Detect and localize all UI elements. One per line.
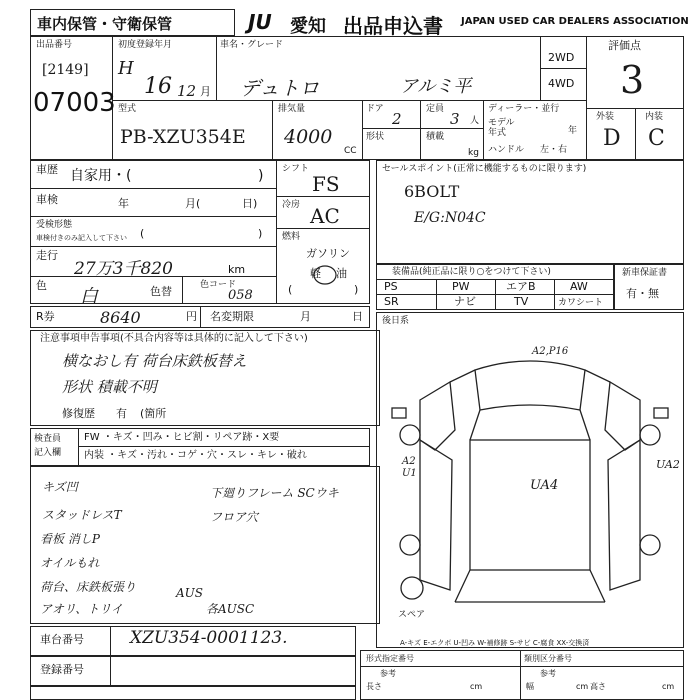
recycle-label: R券 (36, 310, 55, 323)
equip-ps: PS (384, 280, 398, 293)
height-label: 高さ (590, 682, 606, 691)
recycle-unit: 円 (186, 310, 197, 323)
displacement-value: 4000 (284, 126, 333, 148)
remark-left-2: スタッドレスT (42, 508, 122, 522)
equip-navi: ナビ (454, 295, 476, 308)
registration-month-unit: 月 (200, 85, 211, 98)
length-label: 長さ (366, 682, 382, 691)
repair-label: 修復歴 (62, 407, 95, 420)
shift-label: シフト (282, 164, 310, 174)
exterior-label: 外装 (596, 112, 615, 122)
doors-value: 2 (392, 110, 402, 128)
fuel-light: 軽 (310, 267, 321, 280)
shape-label: 形状 (366, 132, 385, 142)
dealer-label: ディーラー・並行 (488, 104, 560, 114)
spare-label: スペア (398, 610, 426, 620)
history-close: ) (258, 168, 264, 184)
lot-bracket-number: [2149] (42, 62, 89, 78)
accept-note: 車検付きのみ記入して下さい (36, 234, 127, 242)
fuel-gasoline: ガソリン (306, 247, 350, 260)
notes-label: 注意事項申告事項(不具合内容等は具体的に記入して下さい) (40, 333, 308, 344)
car-grade: アルミ平 (400, 76, 472, 97)
height-unit: cm (662, 682, 675, 691)
mileage-label: 走行 (36, 249, 58, 262)
repair-place: (箇所 (140, 407, 167, 420)
equip-airbag: エアB (506, 280, 536, 293)
model-value: PB-XZU354E (120, 126, 246, 148)
aircon-label: 冷房 (282, 200, 301, 210)
form-number-label: 形式指定番号 (366, 654, 414, 663)
ref-right: 参考 (540, 669, 556, 678)
capacity-label: 定員 (426, 104, 445, 114)
rear-label: 後日系 (382, 316, 410, 326)
doors-label: ドア (366, 104, 384, 114)
equip-sr: SR (384, 295, 399, 308)
remark-aus: AUS (176, 586, 203, 600)
remark-left-3: 看板 消しP (40, 532, 100, 546)
warranty-label: 新車保証書 (622, 268, 668, 278)
drive-4wd: 4WD (548, 77, 575, 90)
mileage-unit: km (228, 263, 246, 276)
fuel-label: 燃料 (282, 232, 301, 242)
sales-point-line1: 6BOLT (404, 182, 460, 201)
storage-note: 車内保管・守衛保管 (30, 9, 235, 36)
remark-ausc: 各AUSC (206, 602, 255, 616)
notes-line2: 形状 積載不明 (62, 378, 157, 396)
sales-points-label: セールスポイント(正常に機能するものに限ります) (382, 164, 587, 174)
exterior-grade: D (603, 126, 621, 151)
name-grade-label: 車名・グレード (220, 40, 284, 50)
registration-label: 初度登録年月 (118, 40, 173, 50)
org-english: JAPAN USED CAR DEALERS ASSOCIATION (461, 16, 689, 27)
diagram-left-note: A2 U1 (402, 456, 417, 479)
equip-aw: AW (570, 280, 588, 293)
capacity-value: 3 (450, 110, 460, 128)
displacement-label: 排気量 (278, 104, 306, 114)
registration-number-label: 登録番号 (40, 663, 84, 676)
width-unit: cm (576, 682, 589, 691)
equip-tv: TV (514, 295, 529, 308)
inspector-row1: FW ・キズ・凹み・ヒビ割・リペア跡・X要 (84, 432, 280, 443)
repair-value: 有 (116, 407, 127, 420)
handle-label: ハンドル (488, 145, 525, 155)
remark-left-4: オイルもれ (40, 556, 100, 570)
remark-left-1: キズ凹 (42, 480, 78, 494)
remark-right-1: 下廻りフレーム SCウキ (210, 486, 339, 500)
fuel-circle-mark (312, 264, 338, 286)
rating-score: 3 (620, 58, 645, 102)
registration-month: 12 (177, 82, 197, 100)
registration-era: H (118, 58, 134, 79)
history-value: 自家用・( (70, 168, 132, 184)
dereg-day: 日 (352, 310, 363, 323)
dereg-label: 名変期限 (210, 310, 254, 323)
damage-legend: A-キズ E-エクボ U-凹み W-補修跡 S-サビ C-腐食 XX-交換済 (400, 639, 590, 647)
inspection-label: 車検 (36, 193, 58, 206)
model-label: 型式 (118, 104, 137, 114)
capacity-unit: 人 (470, 116, 480, 126)
handle-options: 左・右 (540, 145, 568, 155)
equip-kawa-seat: カワシート (558, 298, 604, 308)
lot-number: 07003 (33, 88, 116, 118)
ju-logo: JU (248, 10, 272, 34)
chassis-label: 車台番号 (40, 633, 84, 646)
remark-right-2: フロア穴 (210, 510, 259, 524)
load-label: 積載 (426, 132, 445, 142)
remark-left-6: アオリ、トリイ (40, 602, 123, 616)
model-year-unit: 年 (568, 126, 578, 136)
inspection-day: 日) (242, 197, 258, 210)
interior-label: 内装 (645, 112, 664, 122)
accept-close: ) (258, 227, 263, 240)
rating-label: 評価点 (608, 39, 641, 52)
color-value: 白 (80, 286, 98, 307)
chassis-value: XZU354-0001123. (130, 628, 288, 648)
mileage-value: 27万3千820 (74, 259, 173, 279)
equip-pw: PW (452, 280, 470, 293)
aircon-value: AC (310, 204, 340, 228)
shift-value: FS (312, 172, 340, 196)
diagram-center-note: UA4 (530, 478, 559, 493)
load-unit: kg (468, 148, 479, 158)
warranty-value: 有・無 (626, 287, 659, 300)
bottom-strip (30, 686, 356, 700)
inspector-row2: 内装 ・キズ・汚れ・コゲ・穴・スレ・キレ・破れ (84, 450, 307, 461)
length-unit: cm (470, 682, 483, 691)
color-label: 色 (36, 279, 47, 292)
displacement-unit: CC (344, 146, 357, 156)
history-label: 車歴 (36, 163, 58, 176)
class-number-label: 類別区分番号 (524, 654, 572, 663)
diagram-top-note: A2,P16 (532, 346, 569, 357)
drive-2wd: 2WD (548, 51, 575, 64)
equipment-label: 装備品(純正品に限り○をつけて下さい) (392, 267, 551, 277)
recycle-value: 8640 (100, 308, 141, 327)
lot-label: 出品番号 (36, 40, 73, 50)
fuel-open: ( (288, 283, 293, 296)
inspector-label2: 記入欄 (34, 448, 62, 458)
color-code-label: 色コード (200, 280, 237, 290)
width-label: 幅 (526, 682, 534, 691)
color-code: 058 (228, 288, 253, 303)
inspection-month: 月( (185, 197, 201, 210)
accept-open: ( (140, 227, 145, 240)
diagram-right-note: UA2 (656, 458, 680, 471)
registration-year: 16 (144, 74, 172, 99)
sales-point-line2: E/G:N04C (414, 210, 486, 226)
fuel-close: ) (354, 283, 359, 296)
color-change-label: 色替 (150, 285, 172, 298)
inspection-year: 年 (118, 197, 129, 210)
interior-grade: C (648, 126, 665, 151)
model-year-label: モデル 年式 (488, 118, 515, 138)
car-name: デュトロ (240, 76, 320, 100)
ref-left: 参考 (380, 669, 396, 678)
accept-label: 受検形態 (36, 220, 73, 230)
remark-left-5: 荷台、床鉄板張り (40, 580, 137, 594)
inspector-label1: 検査員 (34, 434, 62, 444)
org-name: 愛知 (290, 16, 326, 37)
dereg-month: 月 (300, 310, 311, 323)
sheet-title: 出品申込書 (343, 14, 443, 38)
notes-line1: 横なおし有 荷台床鉄板替え (62, 352, 247, 370)
fuel-oil: 油 (336, 267, 347, 280)
